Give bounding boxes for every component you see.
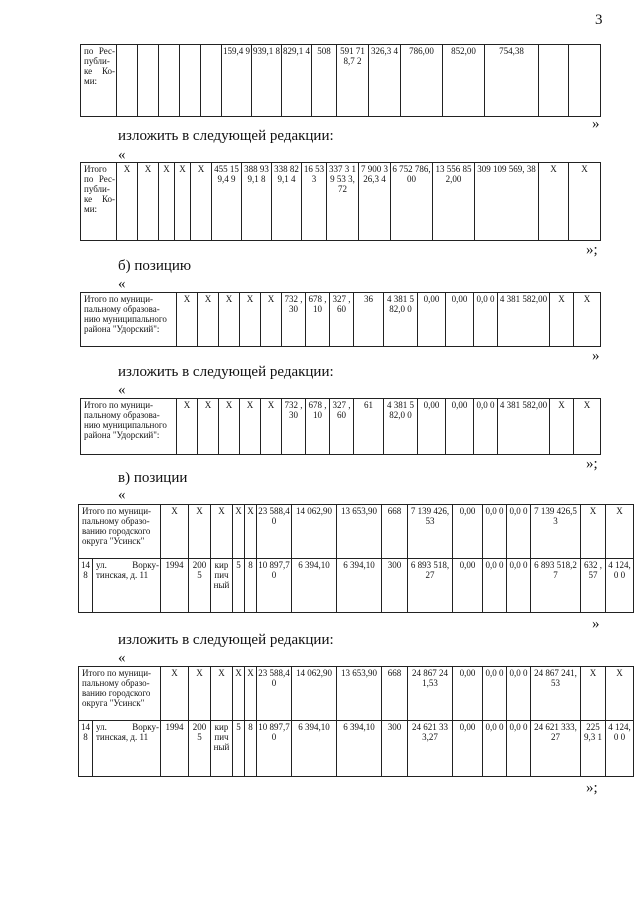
cell: X — [240, 399, 261, 455]
cell: X — [245, 667, 257, 721]
cell: 6 752 786,00 — [391, 163, 433, 241]
quote-open: « — [118, 382, 126, 398]
cell: 338 829,1 4 — [272, 163, 302, 241]
cell: 326,3 4 — [369, 45, 401, 117]
cell: 0,0 0 — [507, 667, 531, 721]
cell: 0,00 — [418, 399, 446, 455]
cell: 455 159,4 9 — [212, 163, 242, 241]
cell: 668 — [382, 505, 408, 559]
cell: 10 897,7 0 — [257, 559, 292, 613]
cell: 13 653,90 — [337, 505, 382, 559]
cell: 4 381 582,0 0 — [384, 399, 418, 455]
cell: X — [539, 163, 569, 241]
cell: X — [189, 667, 211, 721]
itogo-rk-table — [80, 162, 601, 241]
cell: 668 — [382, 667, 408, 721]
cell: 0,0 0 — [483, 721, 507, 777]
cell: X — [219, 293, 240, 347]
cell: 8 — [245, 559, 257, 613]
cell: 678 ,10 — [306, 293, 330, 347]
cell — [569, 45, 601, 117]
cell: X — [177, 399, 198, 455]
usinsk-table-2 — [78, 666, 634, 777]
cell: 225 9,3 1 — [581, 721, 606, 777]
cell: кир пич ный — [211, 721, 233, 777]
cell: 6 394,10 — [292, 721, 337, 777]
cell: 200 5 — [189, 559, 211, 613]
cell: X — [211, 505, 233, 559]
cell: 754,38 — [485, 45, 539, 117]
cell: 16 533 — [302, 163, 327, 241]
cell: 7 139 426,53 — [408, 505, 453, 559]
cell: 4 381 582,0 0 — [384, 293, 418, 347]
quote-close: » — [592, 116, 600, 132]
quote-close: »; — [586, 780, 598, 796]
cell: X — [569, 163, 601, 241]
cell: 852,00 — [443, 45, 485, 117]
quote-close: » — [592, 348, 600, 364]
cell: 23 588,4 0 — [257, 667, 292, 721]
row-label: по Рес- публи- ке Ко- ми: — [81, 45, 117, 117]
quote-open: « — [118, 276, 126, 292]
cell: 829,1 4 — [282, 45, 312, 117]
cell — [159, 45, 180, 117]
cell: X — [261, 399, 282, 455]
cell: X — [245, 505, 257, 559]
cell: 0,0 0 — [474, 293, 498, 347]
udorsky-table-2 — [80, 398, 601, 455]
quote-close: »; — [586, 242, 598, 258]
cell: X — [219, 399, 240, 455]
cell: 200 5 — [189, 721, 211, 777]
row-label: Итого по Рес- публи- ке Ко- ми: — [81, 163, 117, 241]
cell: X — [240, 293, 261, 347]
cell: 4 381 582,00 — [498, 293, 550, 347]
top-table — [80, 44, 601, 117]
cell: X — [159, 163, 175, 241]
cell: X — [161, 505, 189, 559]
cell: кир пич ный — [211, 559, 233, 613]
cell: 24 621 333,27 — [531, 721, 581, 777]
cell: X — [138, 163, 159, 241]
cell: 0,0 0 — [483, 667, 507, 721]
cell: 939,1 8 — [252, 45, 282, 117]
section-heading: изложить в следующей редакции: — [118, 632, 334, 648]
cell — [201, 45, 222, 117]
cell: 632 ,57 — [581, 559, 606, 613]
cell: 6 394,10 — [337, 559, 382, 613]
cell — [539, 45, 569, 117]
section-heading: изложить в следующей редакции: — [118, 364, 334, 380]
cell: X — [581, 667, 606, 721]
udorsky-table-1 — [80, 292, 601, 347]
quote-open: « — [118, 147, 126, 163]
cell: 24 621 33 3,27 — [408, 721, 453, 777]
usinsk-table-1 — [78, 504, 634, 613]
row-number: 148 — [79, 559, 93, 613]
address: ул. Ворку- тинская, д. 11 — [93, 559, 161, 613]
cell: 300 — [382, 559, 408, 613]
cell: 0,0 0 — [474, 399, 498, 455]
section-heading: в) позиции — [118, 470, 188, 486]
cell: 4 381 582,00 — [498, 399, 550, 455]
section-heading: изложить в следующей редакции: — [118, 128, 334, 144]
cell: 13 653,90 — [337, 667, 382, 721]
cell: 327 ,60 — [330, 293, 354, 347]
cell: X — [191, 163, 212, 241]
cell: 0,0 0 — [507, 721, 531, 777]
quote-close: »; — [586, 456, 598, 472]
quote-open: « — [118, 650, 126, 666]
quote-open: « — [118, 487, 126, 503]
cell: 5 — [233, 721, 245, 777]
cell: 7 900 326,3 4 — [359, 163, 391, 241]
cell: X — [177, 293, 198, 347]
cell: X — [606, 667, 634, 721]
cell: X — [550, 293, 574, 347]
cell: 337 3 19 53 3,72 — [327, 163, 359, 241]
cell: 4 124,0 0 — [606, 721, 634, 777]
cell: 0,00 — [453, 505, 483, 559]
cell: 14 062,90 — [292, 667, 337, 721]
cell: X — [175, 163, 191, 241]
cell: 678 ,10 — [306, 399, 330, 455]
cell: X — [261, 293, 282, 347]
cell: 309 109 569, 38 — [475, 163, 539, 241]
cell — [117, 45, 138, 117]
cell: 6 893 518,27 — [531, 559, 581, 613]
cell: 0,0 0 — [507, 505, 531, 559]
section-heading: б) позицию — [118, 258, 192, 274]
cell: X — [198, 293, 219, 347]
cell: X — [189, 505, 211, 559]
cell: 24 867 241,53 — [408, 667, 453, 721]
cell: 508 — [312, 45, 337, 117]
cell: 13 556 852,00 — [433, 163, 475, 241]
cell: 388 939,1 8 — [242, 163, 272, 241]
cell: X — [581, 505, 606, 559]
row-label: Итого по муници- пальному образова- нию муниципального района "Удорский": — [81, 399, 177, 455]
cell: 0,00 — [446, 293, 474, 347]
row-label: Итого по муници- пальному образо- ванию городского округа "Усинск" — [79, 505, 161, 559]
address: ул. Ворку- тинская, д. 11 — [93, 721, 161, 777]
cell: 159,4 9 — [222, 45, 252, 117]
cell — [138, 45, 159, 117]
cell: 6 394,10 — [292, 559, 337, 613]
cell: 24 867 241,53 — [531, 667, 581, 721]
cell: 732 ,30 — [282, 293, 306, 347]
cell — [180, 45, 201, 117]
cell: 0,00 — [453, 559, 483, 613]
cell: 10 897,7 0 — [257, 721, 292, 777]
row-number: 148 — [79, 721, 93, 777]
cell: 732 ,30 — [282, 399, 306, 455]
cell: 1994 — [161, 721, 189, 777]
row-label: Итого по муници- пальному образова- нию муниципального района "Удорский": — [81, 293, 177, 347]
cell: X — [550, 399, 574, 455]
cell: X — [117, 163, 138, 241]
cell: 7 139 426,53 — [531, 505, 581, 559]
row-label: Итого по муници- пальному образо- ванию городского округа "Усинск" — [79, 667, 161, 721]
cell: 0,00 — [446, 399, 474, 455]
cell: 14 062,90 — [292, 505, 337, 559]
quote-close: » — [592, 616, 600, 632]
cell: 0,0 0 — [483, 505, 507, 559]
cell: 6 394,10 — [337, 721, 382, 777]
cell: 5 — [233, 559, 245, 613]
cell: X — [211, 667, 233, 721]
cell: 4 124,0 0 — [606, 559, 634, 613]
cell: X — [574, 399, 601, 455]
cell: 6 893 518,27 — [408, 559, 453, 613]
cell: 0,0 0 — [483, 559, 507, 613]
cell: 36 — [354, 293, 384, 347]
cell: 61 — [354, 399, 384, 455]
cell: 0,0 0 — [507, 559, 531, 613]
page-number: 3 — [595, 12, 603, 28]
cell: 23 588,4 0 — [257, 505, 292, 559]
cell: X — [161, 667, 189, 721]
cell: 8 — [245, 721, 257, 777]
cell: X — [233, 505, 245, 559]
cell: X — [233, 667, 245, 721]
cell: 0,00 — [453, 667, 483, 721]
cell: 0,00 — [418, 293, 446, 347]
cell: X — [606, 505, 634, 559]
cell: X — [574, 293, 601, 347]
cell: 1994 — [161, 559, 189, 613]
cell: 0,00 — [453, 721, 483, 777]
cell: 591 718,7 2 — [337, 45, 369, 117]
cell: 327 ,60 — [330, 399, 354, 455]
cell: 786,00 — [401, 45, 443, 117]
cell: X — [198, 399, 219, 455]
cell: 300 — [382, 721, 408, 777]
